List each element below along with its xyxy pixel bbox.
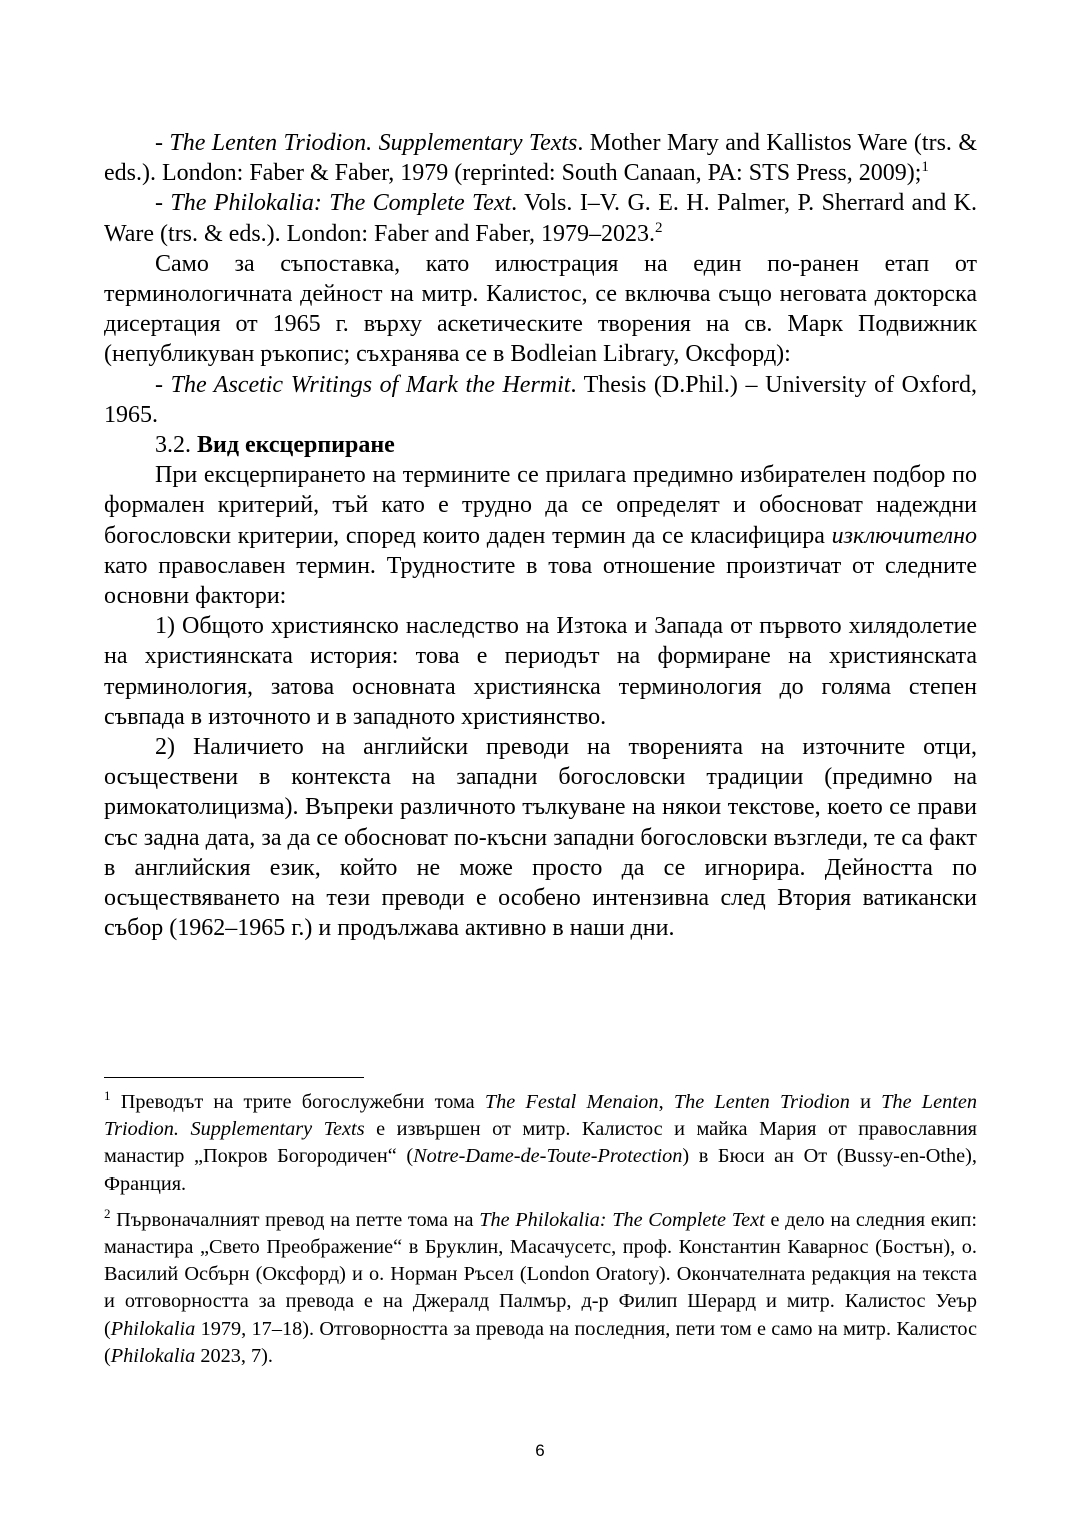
section-heading: [104, 430, 977, 460]
paragraph-factor-2: 2) Наличието на английски преводи на творенията на източните отци, осъществени в контекста на западни богословски традиции (предимно на римокатолицизма). Въпреки различното тълкуване на някои текстове, което се прави със задна дата, за да се обосноват по-късни западни богословски възгледи, те са факт в английския език, който не може просто да се игнорира. Дейността по осъществяването на тези преводи е особено интензивна след Втория ватикански събор (1962–1965 г.) и продължава активно в наши дни.: [104, 734, 977, 942]
book-title: The Lenten Triodion. Supplementary Texts: [169, 130, 578, 156]
footnote-separator: [104, 1077, 364, 1078]
thesis-title: The Ascetic Writings of Mark the Hermit: [170, 371, 571, 398]
page-number: 6: [535, 1441, 545, 1460]
footnote-ref-2[interactable]: 2: [654, 219, 663, 236]
section-title: Вид ексцерпиране: [197, 432, 395, 459]
paragraph-excerption: При ексцерпирането на термините се прилага предимно избирателен подбор по формален критерий, тъй като е трудно да се определят и обосноват надеждни богословски критерии, според които даден термин да се класифицира изключително като православен термин. Трудностите в това отношение произтичат от следните основни фактори:: [104, 462, 977, 610]
section-number: 3.2.: [155, 432, 197, 459]
footnote-1: $^1$ Преводът на трите богослужебни тома The Festal Menaion, The Lenten Triodion и The Lenten Triodion. Supplementary Texts е извършен от митр. Калистос и майка Мария от православния манастир „Покров Богородичен“ (Notre-Dame-de-Toute-Protection) в Бюси ан От (Bussy-en-Othe), Франция.: [104, 1088, 978, 1195]
main-text: [104, 128, 977, 943]
footnote-ref-1[interactable]: 1: [921, 159, 929, 176]
emphasis: изключително: [831, 522, 977, 549]
bibliography-entry-lenten-triodion: - The Lenten Triodion. Supplementary Texts. Mother Mary and Kallistos Ware (trs. & eds.). London: Faber & Faber, 1979 (reprinted: South Canaan, PA: STS Press, 2009);$^1$: [104, 130, 977, 187]
bibliography-entry-philokalia: - The Philokalia: The Complete Text. Vols. I–V. G. E. H. Palmer, P. Sherrard and K. Ware (trs. & eds.). London: Faber and Faber, 1979–2023.$^2$: [104, 190, 978, 247]
footnote-marker: 1: [104, 1088, 111, 1103]
paragraph-comparison: Само за съпоставка, като илюстрация на един по-ранен етап от терминологичната дейност на митр. Калистос, се включва също неговата докторска дисертация от 1965 г. върху аскетическите творения на св. Марк Подвижник (непубликуван ръкопис; съхранява се в Bodleian Library, Оксфорд):: [104, 250, 977, 368]
bibliography-entry-thesis: - The Ascetic Writings of Mark the Hermit. Thesis (D.Phil.) – University of Oxford, 1965.: [104, 371, 977, 428]
footnote-marker: 2: [104, 1205, 111, 1221]
footnotes: [104, 1089, 977, 1370]
paragraph-factor-1: 1) Общото християнско наследство на Изтока и Запада от първото хилядолетие на християнската история: това е периодът на формиране на християнската терминология, затова основната християнска терминология до голяма степен съвпада в източното и в западното християнство.: [104, 613, 977, 730]
book-title: The Philokalia: The Complete Text: [170, 190, 512, 217]
footnote-2: $^2$ Първоначалният превод на петте тома на The Philokalia: The Complete Text е дело на следния екип: манастира „Свето Преображение“ в Бруклин, Масачусетс, проф. Константин Каварнос (Бостън), о. Василий Осбърн (Оксфорд) и о. Норман Ръсел (London Oratory). Окончателната редакция на текста и отговорността за превода е на Джералд Палмър, д-р Филип Шерард и митр. Калистос Уеър (Philokalia 1979, 17–18). Отговорността за превода на последния, пети том е само на митр. Калистос (Philokalia 2023, 7).: [104, 1205, 977, 1367]
